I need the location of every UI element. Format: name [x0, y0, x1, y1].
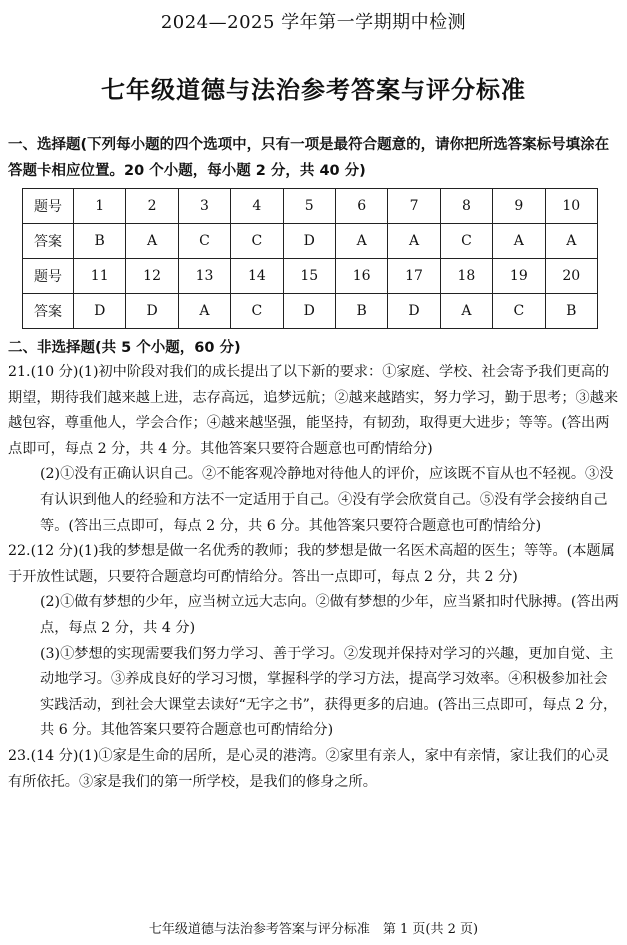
question-number: 3 — [178, 189, 230, 224]
table-row-answers-2 — [23, 294, 598, 329]
answer-table — [22, 188, 598, 329]
question-number: 13 — [178, 259, 230, 294]
answer-cell: A — [493, 224, 545, 259]
question-number: 12 — [126, 259, 178, 294]
q22-part3: (3)①梦想的实现需要我们努力学习、善于学习。②发现并保持对学习的兴趣，更加自觉、主动地学习。③养成良好的学习习惯，掌握科学的学习方法，提高学习效率。④积极参加社会实践活动，到社会大课堂去读好“无字之书”，获得更多的启迪。(答出三点即可，每点 2 分，共 6 分。其他答案只要符合题意也可酌情给分) — [40, 645, 618, 739]
answer-cell: B — [74, 224, 126, 259]
q22-part2: (2)①做有梦想的少年，应当树立远大志向。②做有梦想的少年，应当紧扣时代脉搏。(答出两点，每点 2 分，共 4 分) — [40, 594, 619, 636]
section1-instruction: 一、选择题(下列每小题的四个选项中，只有一项是最符合题意的，请你把所选答案标号填涂在答题卡相应位置。20 个小题，每小题 2 分，共 40 分) — [8, 137, 610, 179]
answer-cell: A — [335, 224, 387, 259]
row-label-number: 题号 — [23, 189, 74, 224]
question-number: 20 — [545, 259, 597, 294]
question-number: 8 — [440, 189, 492, 224]
q21-part2: (2)①没有正确认识自己。②不能客观冷静地对待他人的评价，应该既不盲从也不轻视。③没有认识到他人的经验和方法不一定适用于自己。④没有学会欣赏自己。⑤没有学会接纳自己等。(答出三点即可，每点 2 分，共 6 分。其他答案只要符合题意也可酌情给分) — [40, 466, 614, 534]
table-row-answers-1 — [23, 224, 598, 259]
answer-cell: D — [388, 294, 440, 329]
question-number: 1 — [74, 189, 126, 224]
question-number: 18 — [440, 259, 492, 294]
exam-term-title: 2024—2025 学年第一学期期中检测 — [160, 12, 467, 33]
answer-cell: C — [231, 294, 283, 329]
question-number: 11 — [74, 259, 126, 294]
answer-cell: D — [74, 294, 126, 329]
q22-part1: 22.(12 分)(1)我的梦想是做一名优秀的教师；我的梦想是做一名医术高超的医生；等等。(本题属于开放性试题，只要符合题意均可酌情给分。答出一点即可，每点 2 分，共 2 分) — [8, 543, 615, 585]
answer-cell: C — [178, 224, 230, 259]
answer-cell: A — [178, 294, 230, 329]
table-row-numbers-2 — [23, 259, 598, 294]
question-number: 5 — [283, 189, 335, 224]
answer-cell: C — [231, 224, 283, 259]
question-number: 4 — [231, 189, 283, 224]
answer-cell: B — [545, 294, 597, 329]
answer-cell: D — [283, 224, 335, 259]
page-title: 七年级道德与法治参考答案与评分标准 — [101, 76, 526, 104]
question-number: 2 — [126, 189, 178, 224]
question-number: 14 — [231, 259, 283, 294]
answer-cell: A — [126, 224, 178, 259]
answer-cell: B — [335, 294, 387, 329]
table-row-numbers-1 — [23, 189, 598, 224]
answer-cell: A — [545, 224, 597, 259]
answer-cell: D — [283, 294, 335, 329]
question-number: 15 — [283, 259, 335, 294]
question-number: 7 — [388, 189, 440, 224]
question-number: 16 — [335, 259, 387, 294]
answer-cell: C — [493, 294, 545, 329]
answer-cell: C — [440, 224, 492, 259]
q23-part1: 23.(14 分)(1)①家是生命的居所，是心灵的港湾。②家里有亲人，家中有亲情，家让我们的心灵有所依托。③家是我们的第一所学校，是我们的修身之所。 — [8, 747, 610, 790]
answer-cell: A — [388, 224, 440, 259]
question-number: 17 — [388, 259, 440, 294]
q21-part1: 21.(10 分)(1)初中阶段对我们的成长提出了以下新的要求：①家庭、学校、社会寄予我们更高的期望，期待我们越来越上进，志存高远，追梦远航；②越来越踏实，努力学习，勤于思考；③越来越包容，尊重他人，学会合作；④越来越坚强，能坚持，有韧劲，取得更大进步；等等。(答出两点即可，每点 2 分，共 4 分。其他答案只要符合题意也可酌情给分) — [8, 364, 619, 457]
question-number: 10 — [545, 189, 597, 224]
page-footer: 七年级道德与法治参考答案与评分标准 第 1 页(共 2 页) — [148, 922, 479, 937]
row-label-answer: 答案 — [23, 224, 74, 259]
section2-body — [8, 360, 620, 795]
row-label-number: 题号 — [23, 259, 74, 294]
answer-cell: D — [126, 294, 178, 329]
answer-cell: A — [440, 294, 492, 329]
question-number: 9 — [493, 189, 545, 224]
question-number: 6 — [335, 189, 387, 224]
section2-heading: 二、非选择题(共 5 个小题，60 分) — [8, 340, 241, 356]
row-label-answer: 答案 — [23, 294, 74, 329]
question-number: 19 — [493, 259, 545, 294]
